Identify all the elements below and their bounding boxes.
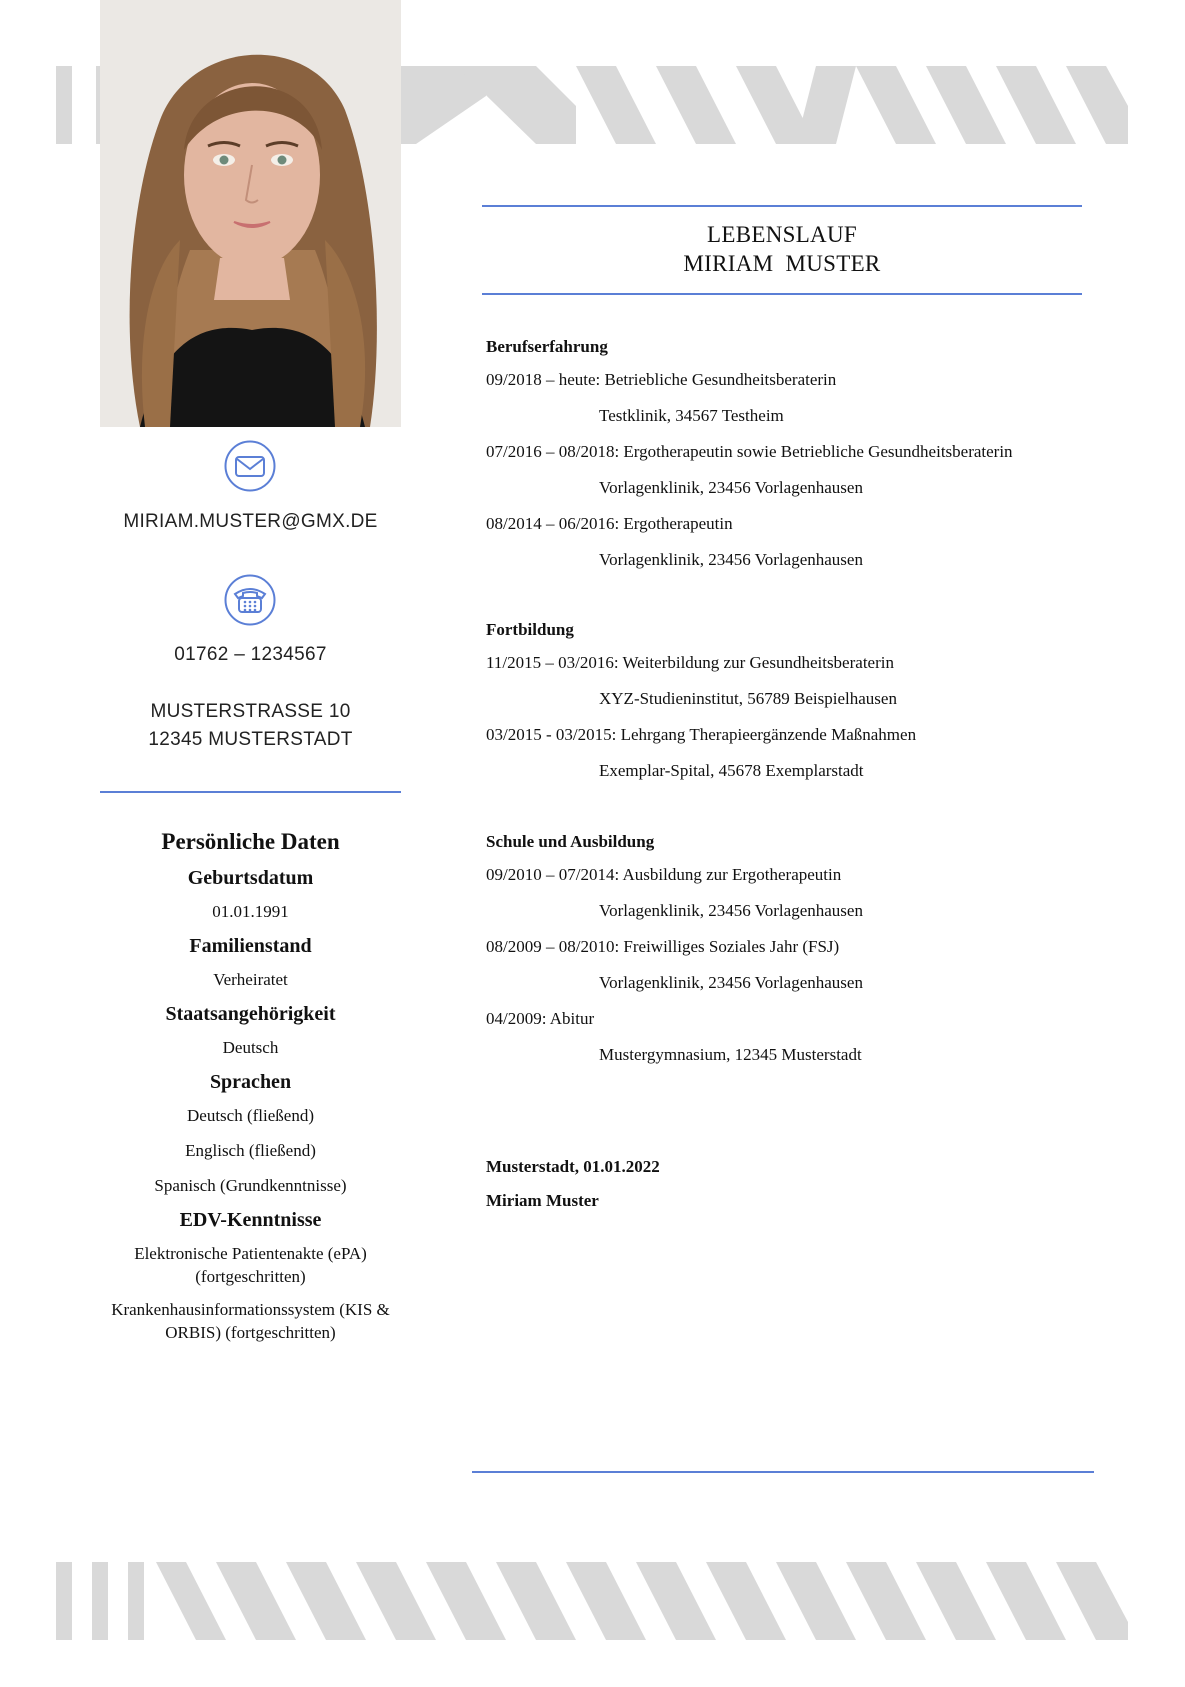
it-skill-item: Krankenhausinformationssystem (KIS & ORBIS) (fortgeschritten) (111, 1300, 390, 1342)
education-entry: 08/2009 – 08/2010: Freiwilliges Soziales Jahr (FSJ) (486, 937, 840, 956)
portrait-photo (100, 0, 401, 427)
education-place: Vorlagenklinik, 23456 Vorlagenhausen (599, 973, 863, 992)
phone-icon (224, 574, 276, 626)
personal-data-section (100, 829, 401, 1360)
it-skills-label: EDV-Kenntnisse (179, 1209, 322, 1231)
envelope-icon (224, 440, 276, 492)
title-bottom-rule (482, 293, 1082, 295)
signature-name: Miriam Muster (486, 1191, 599, 1210)
education-place: Mustergymnasium, 12345 Musterstadt (599, 1045, 862, 1064)
experience-section (486, 337, 1106, 584)
birth-label: Geburtsdatum (187, 867, 314, 889)
experience-place: Vorlagenklinik, 23456 Vorlagenhausen (599, 478, 863, 497)
training-entry: 03/2015 - 03/2015: Lehrgang Therapieergänzende Maßnahmen (486, 725, 917, 744)
family-value: Verheiratet (213, 970, 288, 989)
training-section (486, 620, 1106, 795)
place-date: Musterstadt, 01.01.2022 (486, 1157, 660, 1176)
training-heading: Fortbildung (486, 620, 574, 639)
document-title (482, 220, 1082, 278)
family-label: Familienstand (189, 935, 312, 957)
experience-place: Testklinik, 34567 Testheim (599, 406, 784, 425)
email-address[interactable]: MIRIAM.MUSTER@GMX.DE (123, 511, 378, 532)
experience-entry: 07/2016 – 08/2018: Ergotherapeutin sowie Betriebliche Gesundheitsberaterin (486, 442, 1013, 461)
languages-label: Sprachen (209, 1071, 292, 1093)
education-entry: 04/2009: Abitur (486, 1009, 595, 1028)
language-item: Englisch (fließend) (185, 1141, 316, 1160)
personal-heading: Persönliche Daten (161, 829, 340, 854)
language-item: Spanisch (Grundkenntnisse) (154, 1176, 347, 1195)
it-skill-item: Elektronische Patientenakte (ePA) (fortgeschritten) (134, 1244, 367, 1286)
birth-value: 01.01.1991 (212, 902, 289, 921)
nationality-label: Staatsangehörigkeit (165, 1003, 336, 1025)
experience-entry: 09/2018 – heute: Betriebliche Gesundheitsberaterin (486, 370, 837, 389)
education-place: Vorlagenklinik, 23456 Vorlagenhausen (599, 901, 863, 920)
experience-entry: 08/2014 – 06/2016: Ergotherapeutin (486, 514, 733, 533)
street-address: MUSTERSTRASSE 10 (150, 701, 351, 722)
bottom-stripe-band (56, 1562, 1128, 1640)
phone-number[interactable]: 01762 – 1234567 (174, 644, 327, 665)
left-divider (100, 791, 401, 793)
signature-block (486, 1150, 660, 1218)
city-address: 12345 MUSTERSTADT (148, 729, 353, 750)
training-entry: 11/2015 – 03/2016: Weiterbildung zur Gesundheitsberaterin (486, 653, 894, 672)
footer-rule (472, 1471, 1094, 1473)
education-entry: 09/2010 – 07/2014: Ausbildung zur Ergotherapeutin (486, 865, 842, 884)
title-line-1: LEBENSLAUF (707, 222, 857, 247)
experience-place: Vorlagenklinik, 23456 Vorlagenhausen (599, 550, 863, 569)
nationality-value: Deutsch (222, 1038, 279, 1057)
language-item: Deutsch (fließend) (187, 1106, 314, 1125)
training-place: Exemplar-Spital, 45678 Exemplarstadt (599, 761, 864, 780)
title-line-2: MIRIAM MUSTER (683, 251, 881, 276)
experience-heading: Berufserfahrung (486, 337, 608, 356)
title-top-rule (482, 205, 1082, 207)
training-place: XYZ-Studieninstitut, 56789 Beispielhausen (599, 689, 897, 708)
education-heading: Schule und Ausbildung (486, 832, 655, 851)
education-section (486, 832, 1106, 1079)
